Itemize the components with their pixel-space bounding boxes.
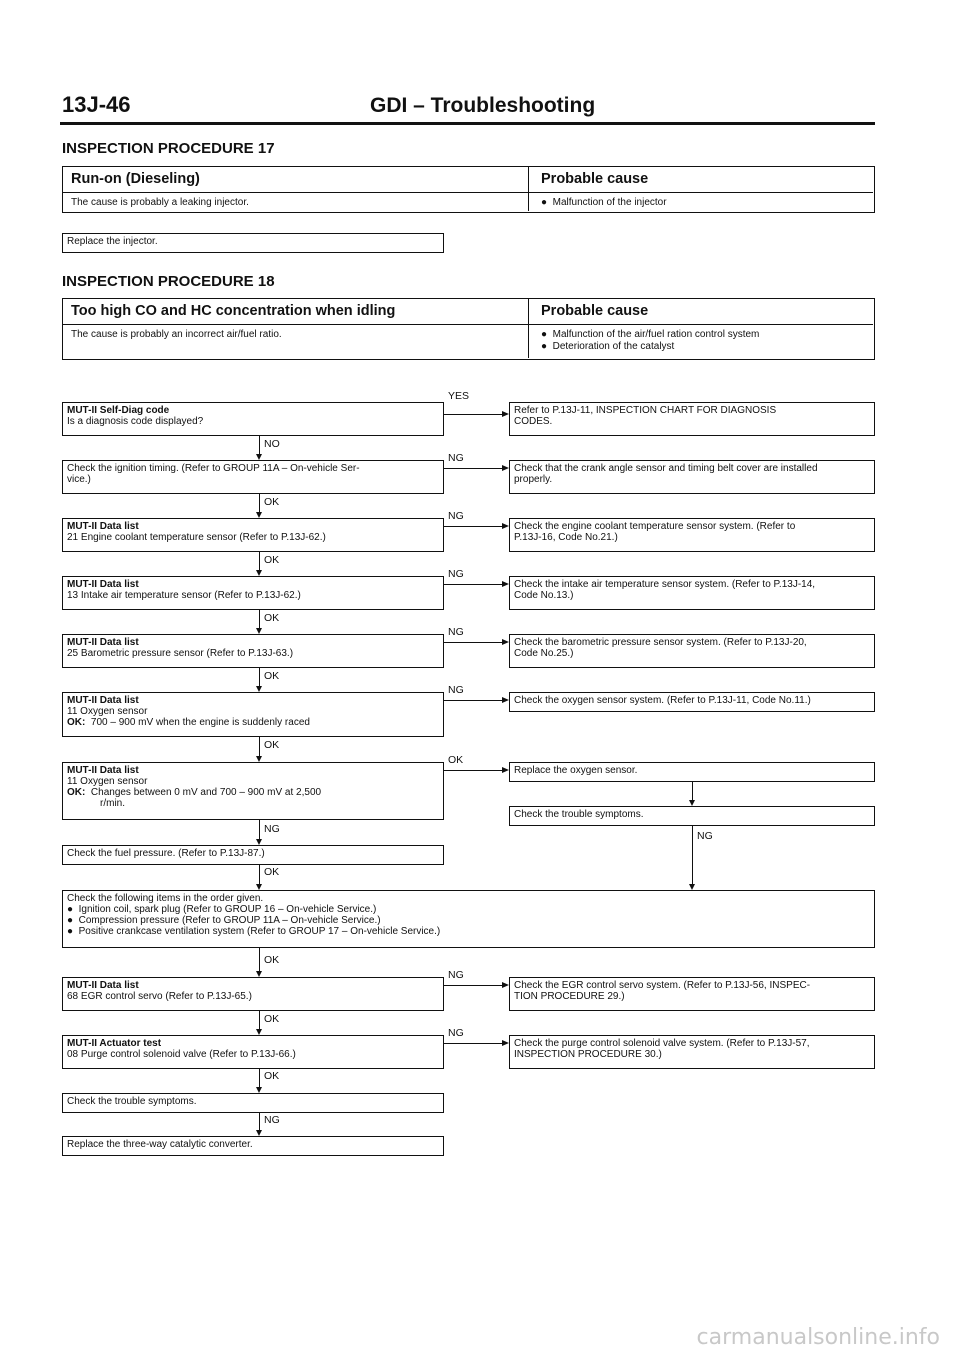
proc17-cause-header: Probable cause: [541, 171, 649, 187]
proc18-symptom: Too high CO and HC concentration when idling: [71, 303, 396, 319]
result-oxygen-system: Check the oxygen sensor system. (Refer to P.13J-11, Code No.11.): [509, 692, 875, 712]
label-ng-5: NG: [448, 626, 464, 638]
connector-ok-5: [259, 668, 260, 686]
connector-no-1: [259, 436, 260, 454]
connector-ng-5: [444, 642, 502, 643]
proc18-cause-list: ● Malfunction of the air/fuel ration control system ● Deterioration of the catalyst: [541, 329, 760, 352]
arrow-down-8: [256, 884, 262, 890]
connector-ng-11: [444, 1043, 502, 1044]
watermark: carmanualsonline.info: [696, 1325, 940, 1350]
label-ok-10: OK: [264, 1013, 280, 1025]
proc18-description: The cause is probably an incorrect air/fuel ratio.: [71, 329, 282, 340]
arrow-right-3: [502, 523, 509, 529]
step-fuel-pressure: Check the fuel pressure. (Refer to P.13J-87.): [62, 845, 444, 865]
label-ng-11: NG: [448, 1027, 464, 1039]
label-ng-4: NG: [448, 568, 464, 580]
result-crank-angle: Check that the crank angle sensor and timing belt cover are installed properly.: [509, 460, 875, 494]
label-ok-11: OK: [264, 1070, 280, 1082]
label-ok-7: OK: [448, 754, 464, 766]
label-ng-12: NG: [264, 1114, 280, 1126]
connector-ok-3: [259, 552, 260, 570]
label-ok-4: OK: [264, 612, 280, 624]
step-trouble-symptoms: Check the trouble symptoms.: [62, 1093, 444, 1113]
arrow-right-7: [502, 767, 509, 773]
proc17-table: [62, 166, 875, 213]
connector-ng-10: [444, 985, 502, 986]
connector-ok-10: [259, 1011, 260, 1029]
arrow-down-5: [256, 686, 262, 692]
arrow-right-2: [502, 465, 509, 471]
arrow-right-11: [502, 1040, 509, 1046]
connector-ng-4: [444, 584, 502, 585]
proc17-symptom: Run-on (Dieseling): [71, 171, 200, 187]
arrow-down-right-7: [689, 800, 695, 806]
arrow-right-5: [502, 639, 509, 645]
connector-ng-6: [444, 700, 502, 701]
connector-ok-11: [259, 1069, 260, 1087]
result-coolant-system: Check the engine coolant temperature sensor system. (Refer to P.13J-16, Code No.21.): [509, 518, 875, 552]
connector-ng-7: [259, 820, 260, 839]
result-inspection-chart: Refer to P.13J-11, INSPECTION CHART FOR DIAGNOSIS CODES.: [509, 402, 875, 436]
label-ng-right: NG: [697, 830, 713, 842]
arrow-down-2: [256, 512, 262, 518]
label-no: NO: [264, 438, 280, 450]
result-intake-air-system: Check the intake air temperature sensor system. (Refer to P.13J-14, Code No.13.): [509, 576, 875, 610]
arrow-right-6: [502, 697, 509, 703]
result-egr-system: Check the EGR control servo system. (Refer to P.13J-56, INSPEC- TION PROCEDURE 29.): [509, 977, 875, 1011]
connector-yes-1: [444, 414, 502, 415]
connector-ok-6: [259, 737, 260, 756]
arrow-right-4: [502, 581, 509, 587]
connector-ok-2: [259, 494, 260, 512]
label-ng-3: NG: [448, 510, 464, 522]
step-check-items: Check the following items in the order given. ● Ignition coil, spark plug (Refer to GROUP 16 – On-vehicle Service.) ● Compression pressure (Refer to GROUP 11A – On-vehicle Service.) ● Positive crankcase ventilation system (Refer to GROUP 17 – On-vehicle Service.): [62, 890, 875, 948]
step-ignition-timing: Check the ignition timing. (Refer to GROUP 11A – On-vehicle Ser- vice.): [62, 460, 444, 494]
proc18-heading: INSPECTION PROCEDURE 18: [62, 273, 275, 290]
step-oxygen-2500: MUT-II Data list 11 Oxygen sensor OK: Changes between 0 mV and 700 – 900 mV at 2,500 r/min.: [62, 762, 444, 820]
step-egr-servo: MUT-II Data list 68 EGR control servo (Refer to P.13J-65.): [62, 977, 444, 1011]
connector-ok-7: [444, 770, 502, 771]
proc17-action-box: Replace the injector.: [62, 233, 444, 253]
arrow-down-1: [256, 454, 262, 460]
arrow-down-6: [256, 756, 262, 762]
connector-ng-2: [444, 468, 502, 469]
proc18-cause-header: Probable cause: [541, 303, 649, 319]
label-ok-3: OK: [264, 554, 280, 566]
result-barometric-system: Check the barometric pressure sensor system. (Refer to P.13J-20, Code No.25.): [509, 634, 875, 668]
arrow-down-10: [256, 1029, 262, 1035]
label-ok-6: OK: [264, 739, 280, 751]
connector-ng-12: [259, 1113, 260, 1130]
label-ng-2: NG: [448, 452, 464, 464]
label-ok-5: OK: [264, 670, 280, 682]
arrow-down-12: [256, 1130, 262, 1136]
arrow-down-4: [256, 628, 262, 634]
step-self-diag: MUT-II Self-Diag code Is a diagnosis code displayed?: [62, 402, 444, 436]
connector-ok-4: [259, 610, 260, 628]
result-replace-oxygen: Replace the oxygen sensor.: [509, 762, 875, 782]
label-yes: YES: [448, 390, 470, 402]
label-ok-8: OK: [264, 866, 280, 878]
label-ok-9: OK: [264, 954, 280, 966]
result-check-symptoms: Check the trouble symptoms.: [509, 806, 875, 826]
step-intake-air-temp: MUT-II Data list 13 Intake air temperature sensor (Refer to P.13J-62.): [62, 576, 444, 610]
step-coolant-temp: MUT-II Data list 21 Engine coolant temperature sensor (Refer to P.13J-62.): [62, 518, 444, 552]
arrow-right-10: [502, 982, 509, 988]
step-oxygen-raced: MUT-II Data list 11 Oxygen sensor OK: 700 – 900 mV when the engine is suddenly raced: [62, 692, 444, 737]
arrow-down-11: [256, 1087, 262, 1093]
step-barometric: MUT-II Data list 25 Barometric pressure sensor (Refer to P.13J-63.): [62, 634, 444, 668]
proc17-cause-item: ● Malfunction of the injector: [541, 197, 667, 208]
arrow-down-3: [256, 570, 262, 576]
page-title: GDI – Troubleshooting: [370, 94, 596, 117]
proc17-description: The cause is probably a leaking injector.: [71, 197, 249, 208]
label-ng-7: NG: [264, 823, 280, 835]
connector-ok-9: [259, 948, 260, 971]
connector-ng-3: [444, 526, 502, 527]
label-ng-10: NG: [448, 969, 464, 981]
connector-right-ng: [692, 826, 693, 884]
step-replace-catalyst: Replace the three-way catalytic converter.: [62, 1136, 444, 1156]
page-number: 13J-46: [62, 92, 131, 117]
step-purge-valve: MUT-II Actuator test 08 Purge control solenoid valve (Refer to P.13J-66.): [62, 1035, 444, 1069]
label-ng-6: NG: [448, 684, 464, 696]
connector-ok-8: [259, 865, 260, 884]
proc18-table: [62, 298, 875, 360]
label-ok-2: OK: [264, 496, 280, 508]
result-purge-system: Check the purge control solenoid valve system. (Refer to P.13J-57, INSPECTION PROCEDURE 30.): [509, 1035, 875, 1069]
connector-right-7: [692, 782, 693, 800]
proc17-heading: INSPECTION PROCEDURE 17: [62, 140, 275, 157]
arrow-right-1: [502, 411, 509, 417]
header-rule: [60, 122, 875, 125]
arrow-down-7: [256, 839, 262, 845]
arrow-down-right-ng: [689, 884, 695, 890]
arrow-down-9: [256, 971, 262, 977]
